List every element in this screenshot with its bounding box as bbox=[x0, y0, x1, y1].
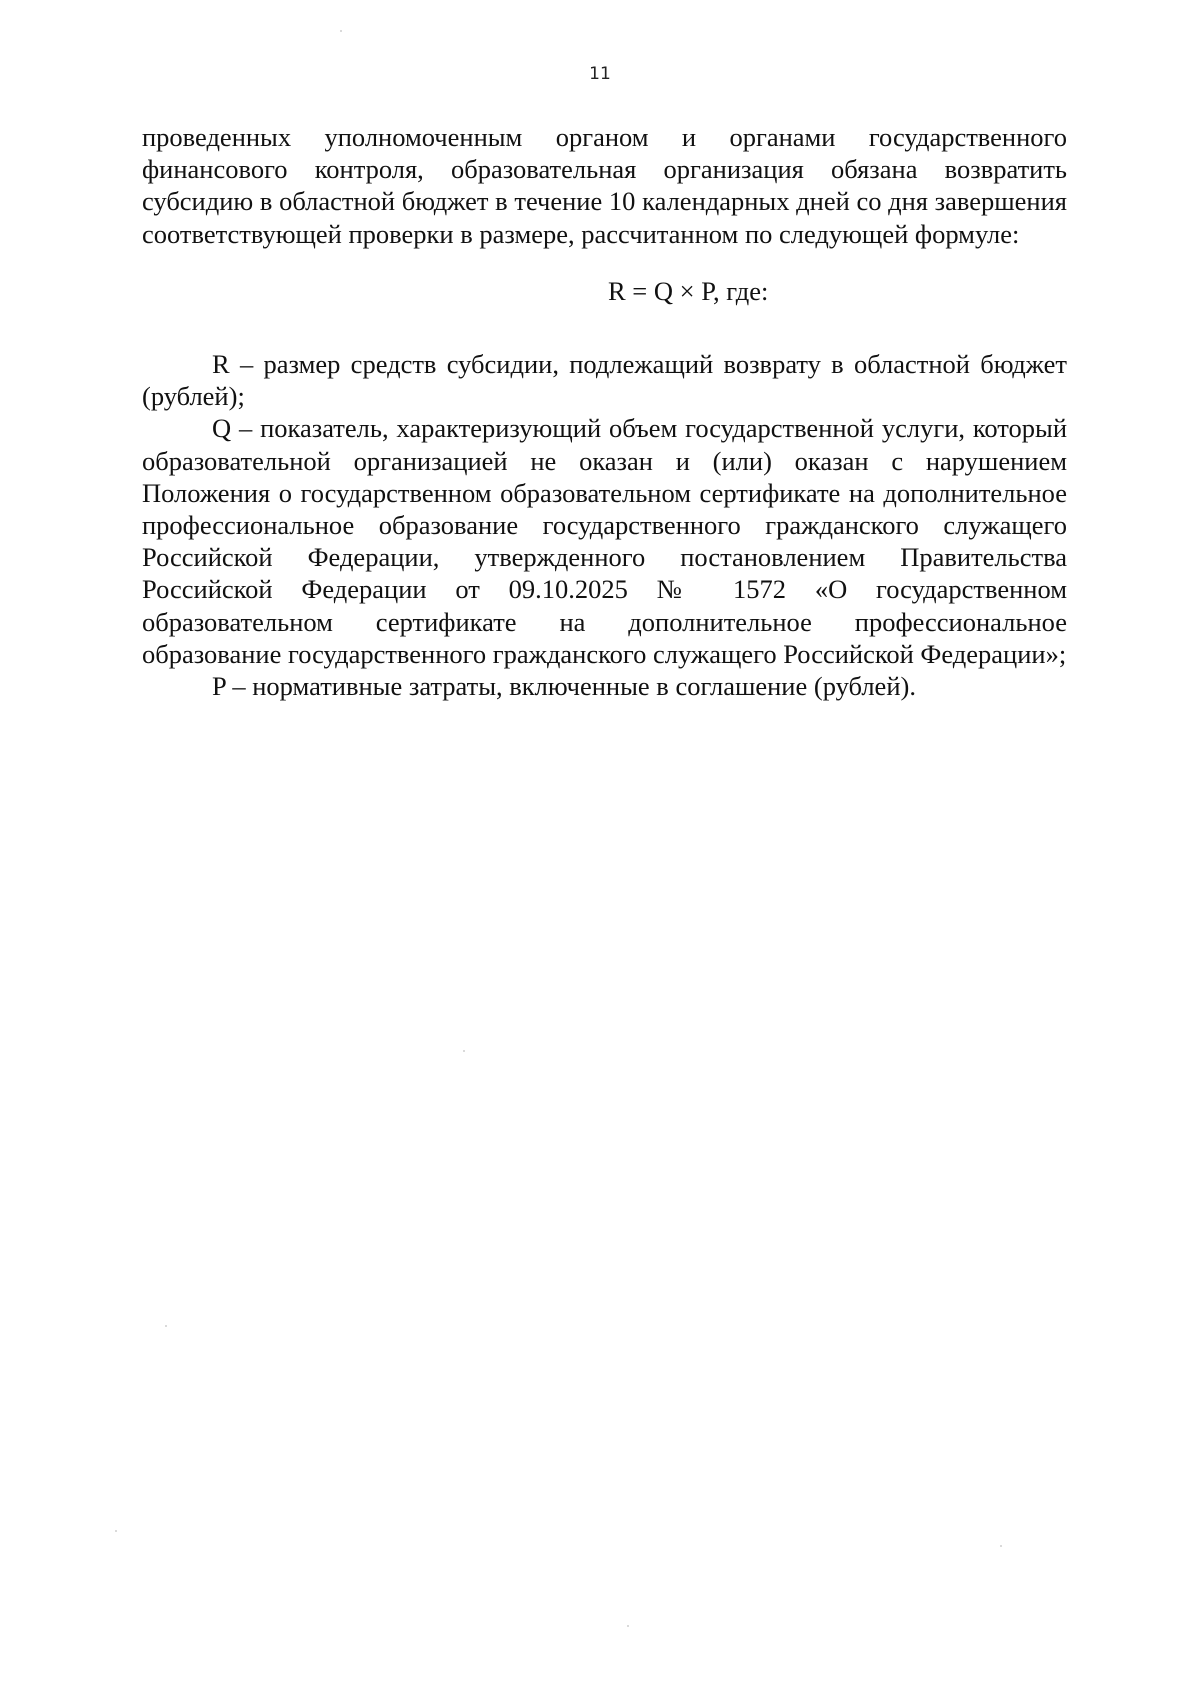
definition-r: R – размер средств субсидии, подлежащий возврату в областной бюджет (рублей); bbox=[142, 349, 1067, 412]
page-number: 11 bbox=[589, 64, 611, 84]
scan-speck bbox=[340, 30, 342, 32]
definitions-list bbox=[142, 348, 1067, 702]
scan-speck bbox=[115, 1530, 117, 1532]
scan-speck bbox=[627, 1625, 629, 1627]
scan-speck bbox=[165, 1325, 167, 1327]
scan-speck bbox=[463, 1050, 465, 1052]
formula: R = Q × P, где: bbox=[608, 276, 769, 306]
definition-p: P – нормативные затраты, включенные в соглашение (рублей). bbox=[212, 671, 916, 702]
intro-paragraph bbox=[142, 121, 1067, 250]
intro-paragraph-text: проведенных уполномоченным органом и органами государственного финансового контроля, образовательная организация обязана возвратить субсидию в областной бюджет в течение 10 календарных дней со дня завершения соответствующей проверки в размере, рассчитанном по следующей формуле: bbox=[142, 122, 1067, 249]
definition-q: Q – показатель, характеризующий объем государственной услуги, который образовательной организацией не оказан и (или) оказан с нарушением Положения о государственном образовательном сертификате на дополнительное профессиональное образование государственного гражданского служащего Российской Федерации, утвержденного постановлением Правительства Российской Федерации от 09.10.2025 № 1572 «О государственном образовательном сертификате на дополнительное профессиональное образование государственного гражданского служащего Российской Федерации»; bbox=[142, 413, 1067, 669]
scan-speck bbox=[1000, 1545, 1002, 1547]
